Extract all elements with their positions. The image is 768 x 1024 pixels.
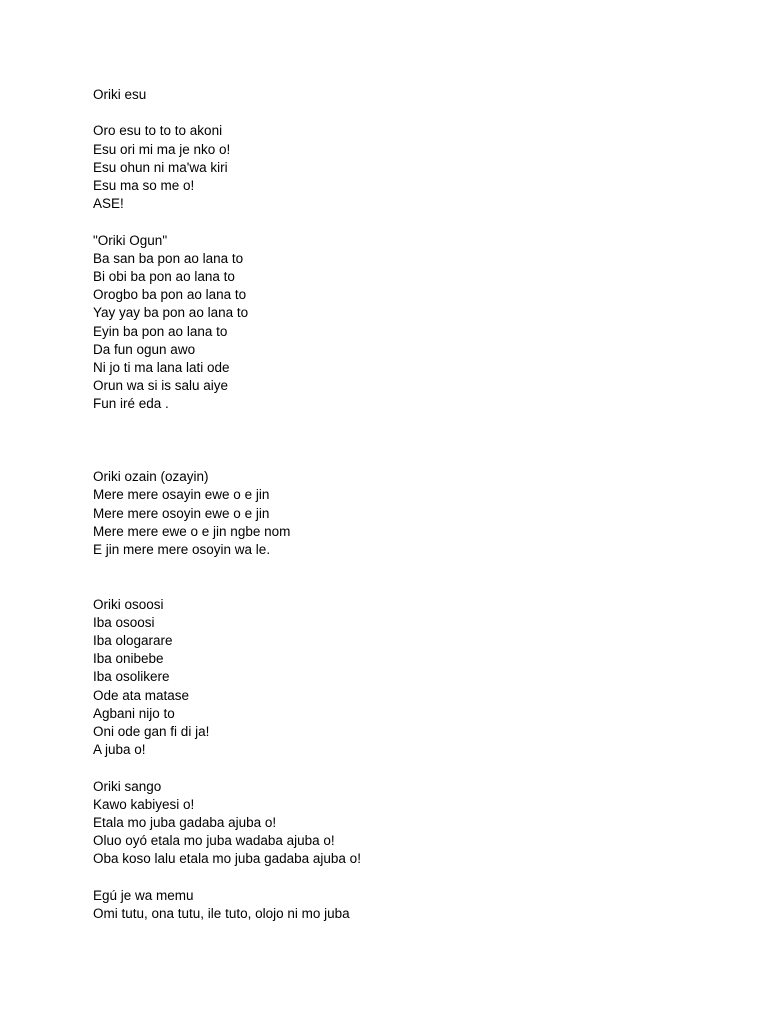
text-line: E jin mere mere osoyin wa le.	[93, 542, 271, 557]
text-line: Esu ma so me o!	[93, 178, 195, 193]
blank-line	[93, 104, 733, 122]
text-line: Omi tutu, ona tutu, ile tuto, olojo ni mo juba	[93, 906, 350, 921]
text-line: ASE!	[93, 196, 124, 212]
text-line: Orogbo ba pon ao lana to	[93, 287, 247, 303]
text-line: Iba osolikere	[93, 669, 170, 685]
text-line: Iba ologarare	[93, 632, 173, 648]
text-line: Esu ori mi ma je nko o!	[93, 141, 231, 157]
heading-oriki-ogun: "Oriki Ogun"	[93, 232, 168, 248]
text-line: Oba koso lalu etala mo juba gadaba ajuba o!	[93, 851, 361, 867]
blank-line	[93, 559, 733, 577]
text-line: Eyin ba pon ao lana to	[93, 323, 228, 339]
text-line: Ba san ba pon ao lana to	[93, 250, 244, 266]
blank-line	[93, 869, 733, 887]
blank-line	[93, 450, 733, 468]
text-line: Oro esu to to to akoni	[93, 123, 223, 139]
text-line: Fun iré eda .	[93, 396, 169, 412]
blank-line	[93, 759, 733, 777]
blank-line	[93, 577, 733, 595]
text-line: Kawo kabiyesi o!	[93, 796, 195, 812]
heading-oriki-esu: Oriki esu	[93, 87, 147, 102]
text-line: Esu ohun ni ma'wa kiri	[93, 159, 228, 175]
text-line: Ode ata matase	[93, 687, 190, 703]
text-line: Mere mere ewe o e jin ngbe nom	[93, 523, 291, 539]
heading-egu: Egú je wa memu	[93, 887, 194, 903]
heading-oriki-osoosi: Oriki osoosi	[93, 596, 164, 612]
text-line: Yay yay ba pon ao lana to	[93, 305, 249, 321]
text-line: Mere mere osayin ewe o e jin	[93, 487, 270, 503]
text-line: Da fun ogun awo	[93, 341, 196, 357]
document-text	[93, 86, 733, 923]
text-line: Iba osoosi	[93, 614, 155, 630]
text-line: Bi obi ba pon ao lana to	[93, 269, 235, 284]
blank-line	[93, 414, 733, 432]
text-line: A juba o!	[93, 742, 146, 758]
blank-line	[93, 432, 733, 450]
text-line: Orun wa si is salu aiye	[93, 378, 229, 394]
text-line: Oni ode gan fi di ja!	[93, 724, 210, 739]
text-line: Etala mo juba gadaba ajuba o!	[93, 815, 277, 830]
heading-oriki-ozain: Oriki ozain (ozayin)	[93, 469, 209, 485]
text-line: Oluo oyó etala mo juba wadaba ajuba o!	[93, 833, 335, 849]
text-line: Agbani nijo to	[93, 705, 175, 721]
text-line: Mere mere osoyin ewe o e jin	[93, 505, 270, 521]
blank-line	[93, 213, 733, 231]
heading-oriki-sango: Oriki sango	[93, 778, 162, 794]
text-line: Ni jo ti ma lana lati ode	[93, 360, 230, 376]
text-line: Iba onibebe	[93, 651, 164, 667]
